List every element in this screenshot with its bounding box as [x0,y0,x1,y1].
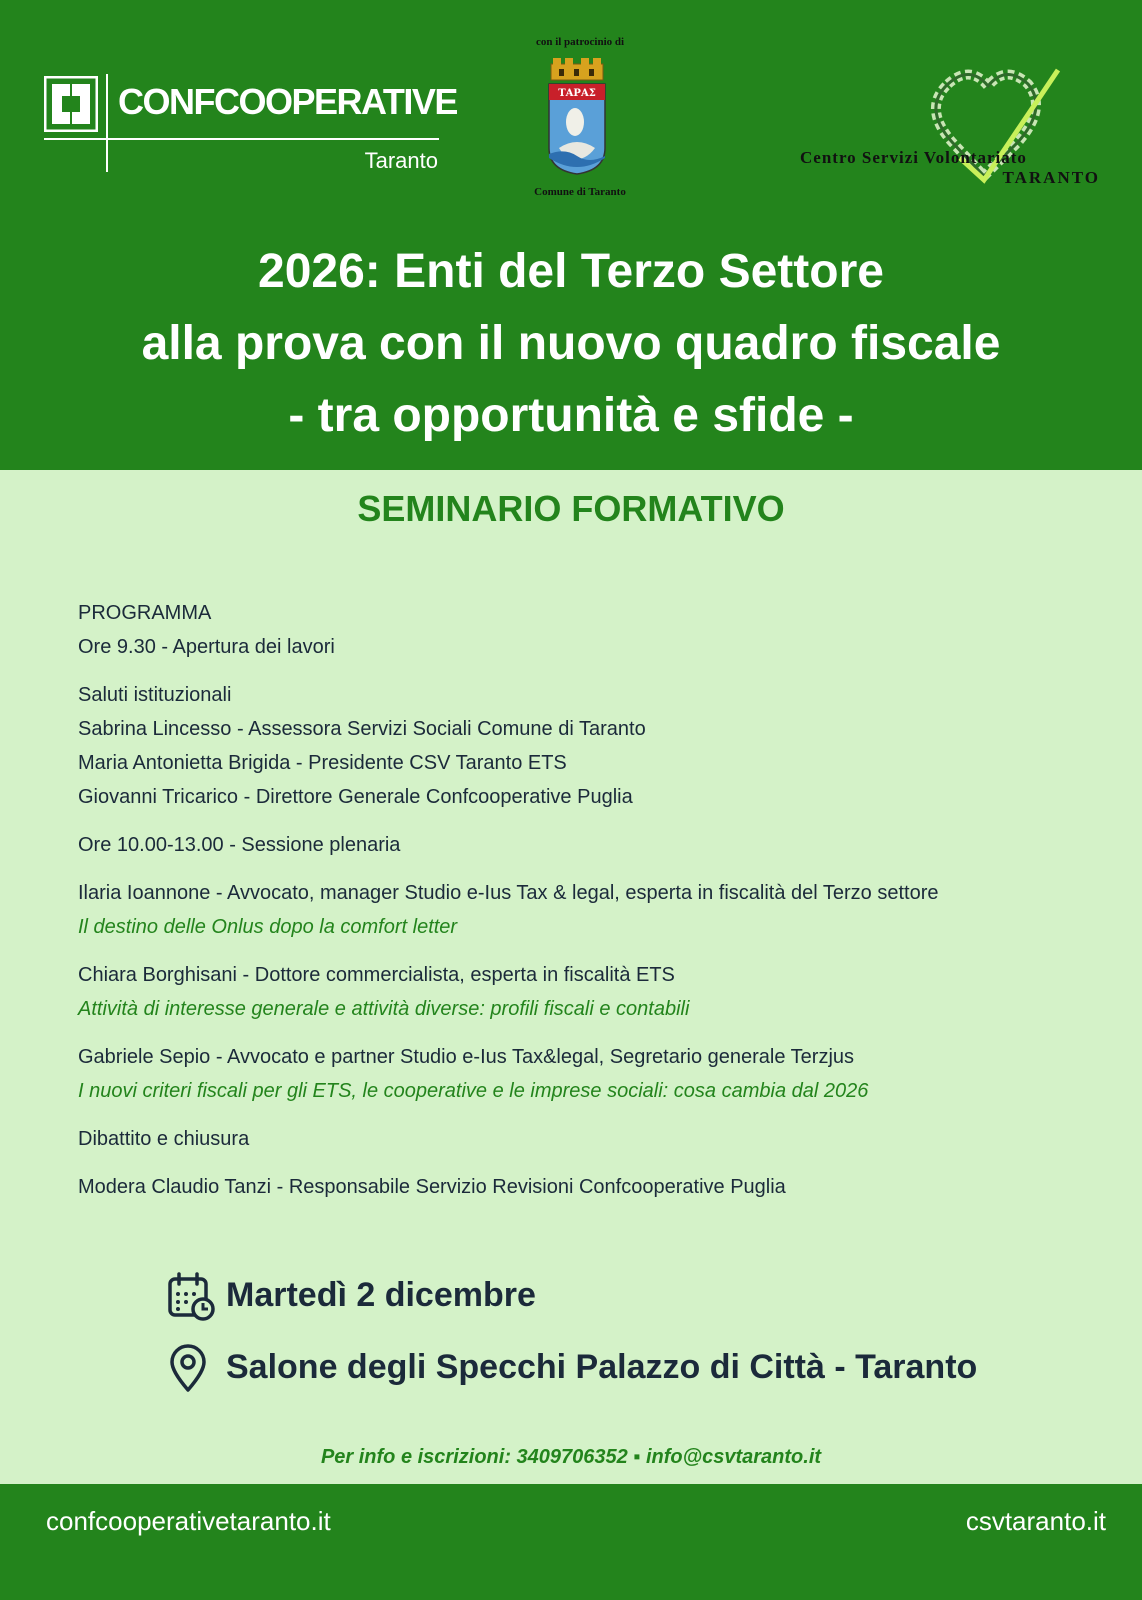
taranto-crest-icon [545,58,609,176]
confcooperative-mark-icon [44,76,98,132]
event-title [0,236,1142,452]
event-date-text: Martedì 2 dicembre [226,1276,536,1314]
confcooperative-logo [44,74,457,174]
seminar-subtitle: SEMINARIO FORMATIVO [357,488,785,529]
csv-name: Centro Servizi Volontariato [800,148,1027,167]
patronage-municipality: Comune di Taranto [534,186,626,198]
logo-divider-vertical [106,74,108,172]
title-line-3: - tra opportunità e sfide - [288,389,854,442]
greeting-speaker: Giovanni Tricarico - Direttore Generale Confcooperative Puglia [78,786,633,808]
contact-info: Per info e iscrizioni: 3409706352 ▪ info@csvtaranto.it [320,1446,822,1468]
opening-time: Ore 9.30 - Apertura dei lavori [78,636,335,658]
speaker-topic: I nuovi criteri fiscali per gli ETS, le cooperative e le imprese sociali: cosa cambia dal 2026 [78,1080,869,1102]
title-line-1: 2026: Enti del Terzo Settore [258,245,884,298]
program-heading: PROGRAMMA [78,602,212,624]
greeting-speaker: Maria Antonietta Brigida - Presidente CSV Taranto ETS [78,752,567,774]
debate-closing: Dibattito e chiusura [78,1128,250,1150]
header-banner [0,0,1142,470]
confcooperative-website-link[interactable]: confcooperativetaranto.it [46,1506,331,1536]
map-pin-icon [166,1344,216,1394]
confcooperative-name: CONFCOOPERATIVE [118,81,457,122]
confcooperative-city: Taranto [364,148,438,173]
plenary-session: Ore 10.00-13.00 - Sessione plenaria [78,834,401,856]
csv-logo [800,64,1110,194]
title-line-2: alla prova con il nuovo quadro fiscale [141,317,1001,370]
patronage-label: con il patrocinio di [535,36,625,48]
speaker-topic: Attività di interesse generale e attività diverse: profili fiscali e contabili [78,998,690,1020]
greetings-heading: Saluti istituzionali [78,684,232,706]
program-section [78,596,1078,1204]
calendar-clock-icon [166,1272,216,1322]
footer-banner [0,1484,1142,1600]
speaker-name: Chiara Borghisani - Dottore commercialista, esperta in fiscalità ETS [78,964,675,986]
csv-city: TARANTO [1002,168,1100,187]
greeting-speaker: Sabrina Lincesso - Assessora Servizi Sociali Comune di Taranto [78,718,646,740]
logo-divider-horizontal [44,138,439,140]
csv-website-link[interactable]: csvtaranto.it [965,1506,1106,1536]
moderator: Modera Claudio Tanzi - Responsabile Servizio Revisioni Confcooperative Puglia [78,1176,786,1198]
speaker-topic: Il destino delle Onlus dopo la comfort letter [78,916,458,938]
svg-text:ΤΑΡΑΣ: ΤΑΡΑΣ [558,88,596,99]
speaker-name: Gabriele Sepio - Avvocato e partner Studio e-Ius Tax&legal, Segretario generale Terzjus [78,1046,855,1068]
speaker-name: Ilaria Ioannone - Avvocato, manager Studio e-Ius Tax & legal, esperta in fiscalità del Terzo settore [78,882,939,904]
event-venue-text: Salone degli Specchi Palazzo di Città - Taranto [226,1348,978,1386]
patronage-block [520,36,640,202]
